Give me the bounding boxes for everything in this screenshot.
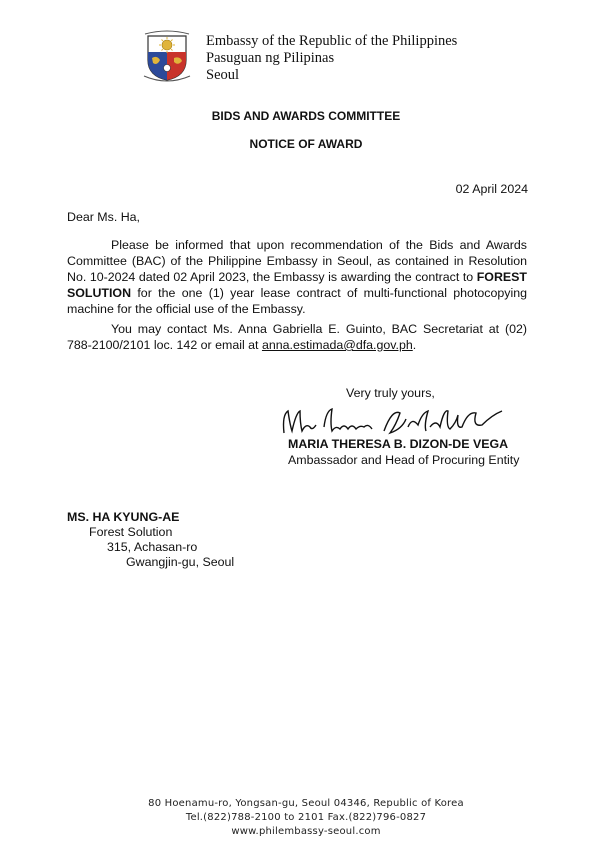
philippine-seal-icon [142, 30, 192, 82]
award-paragraph [67, 237, 527, 317]
letterhead-city: Seoul [206, 67, 240, 83]
recipient-city: Gwangjin-gu, Seoul [126, 555, 235, 569]
recipient-company: Forest Solution [89, 525, 173, 539]
recipient-name: MS. HA KYUNG-AE [67, 510, 180, 524]
letter-date: 02 April 2024 [455, 182, 528, 196]
signatory-title: Ambassador and Head of Procuring Entity [288, 453, 520, 467]
salutation: Dear Ms. Ha, [67, 210, 140, 224]
footer-phones: Tel.(822)788-2100 to 2101 Fax.(822)796-0827 [185, 812, 427, 823]
award-paragraph-text-2: for the one (1) year lease contract of multi-functional photocopying machine for the official use of the Embassy. [67, 286, 527, 316]
contact-paragraph [67, 321, 527, 353]
recipient-street: 315, Achasan-ro [107, 540, 198, 554]
contact-paragraph-end: . [412, 338, 417, 352]
footer-website[interactable]: www.philembassy-seoul.com [231, 826, 381, 837]
notice-title: NOTICE OF AWARD [249, 137, 363, 151]
award-paragraph-text-1: Please be informed that upon recommendation of the Bids and Awards Committee (BAC) of the Philippine Embassy in Seoul, as contained in Resolution No. 10-2024 dated 02 April 2023, the Embassy is awarding the contract to [67, 238, 527, 284]
handwritten-signature [272, 405, 512, 439]
closing: Very truly yours, [346, 386, 435, 400]
signatory-name: MARIA THERESA B. DIZON-DE VEGA [288, 437, 509, 451]
contact-paragraph-text: You may contact Ms. Anna Gabriella E. Guinto, BAC Secretariat at (02) 788-2100/2101 loc. 142 or email at [67, 322, 527, 352]
awardee-name: FOREST SOLUTION [67, 270, 527, 300]
letterhead-embassy-name: Embassy of the Republic of the Philippines [206, 33, 458, 49]
contact-email-link[interactable]: anna.estimada@dfa.gov.ph [261, 338, 413, 352]
letterhead-filipino-name: Pasuguan ng Pilipinas [206, 50, 335, 66]
committee-heading: BIDS AND AWARDS COMMITTEE [211, 109, 401, 123]
footer-address: 80 Hoenamu-ro, Yongsan-gu, Seoul 04346, Republic of Korea [148, 798, 464, 809]
